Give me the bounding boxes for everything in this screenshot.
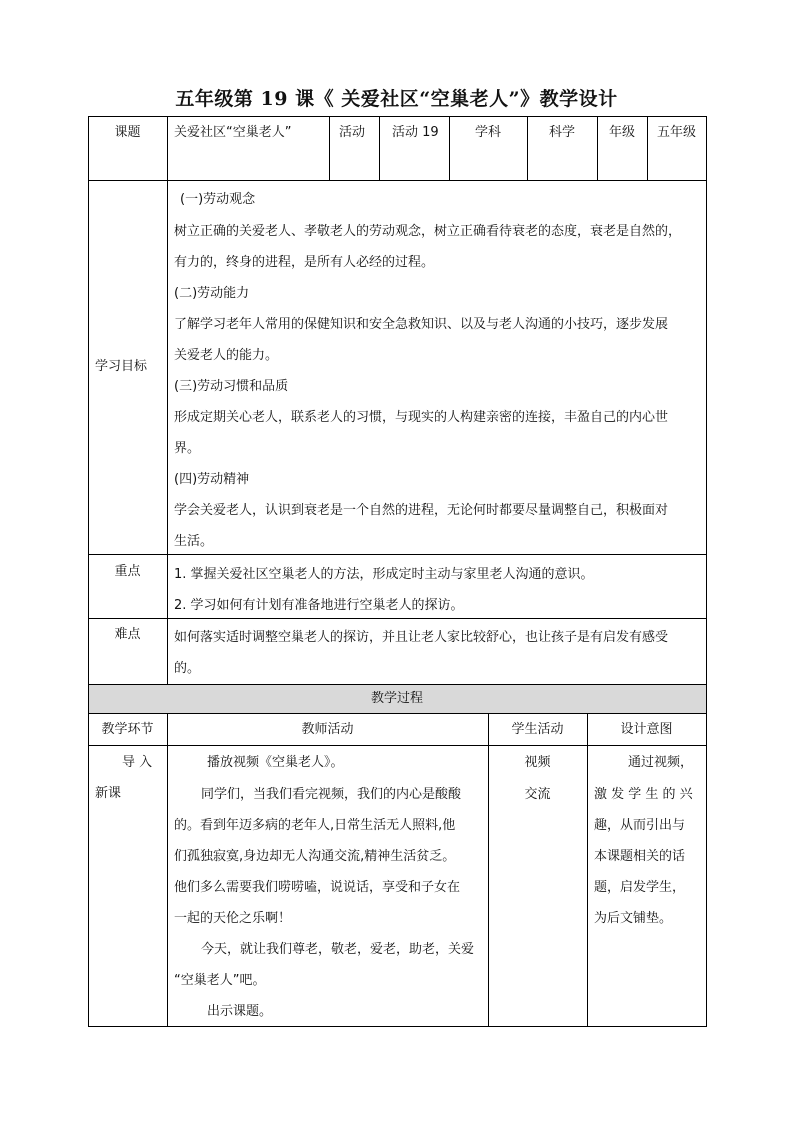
col-divider [167, 116, 168, 684]
student-line: 视频 [524, 755, 551, 770]
page-title: 五年级第 19 课《 关爱社区“空巢老人”》教学设计 [175, 88, 618, 110]
objective-line: (二)劳动能力 [174, 286, 250, 301]
objective-line: 有力的，终身的进程，是所有人必经的过程。 [174, 255, 435, 270]
grade-value: 五年级 [656, 125, 696, 140]
difficulty-line: 如何落实适时调整空巢老人的探访，并且让老人家比较舒心，也让孩子是有启发有感受 [174, 630, 669, 645]
teacher-line: 们孤独寂寞,身边却无人沟通交流,精神生活贫乏。 [174, 849, 456, 864]
keypoint-item: 1. 掌握关爱社区空巢老人的方法，形成定时主动与家里老人沟通的意识。 [174, 567, 594, 582]
objectives-label: 学习目标 [95, 359, 148, 374]
objective-line: 学会关爱老人，认识到衰老是一个自然的进程，无论何时都要尽量调整自己，积极面对 [174, 503, 669, 518]
grade-label: 年级 [608, 125, 635, 140]
intent-line: 通过视频， [628, 755, 694, 770]
objective-line: (三)劳动习惯和品质 [174, 379, 289, 394]
activity-value: 活动 19 [392, 125, 439, 140]
subject-label: 学科 [474, 125, 501, 140]
teacher-line: 一起的天伦之乐啊！ [174, 911, 292, 926]
teacher-line: 播放视频《空巢老人》。 [207, 755, 344, 770]
teacher-line: 出示课题。 [207, 1004, 273, 1019]
col-header-teacher: 教师活动 [301, 722, 354, 737]
row-divider [88, 180, 706, 181]
student-line: 交流 [524, 787, 551, 802]
col-divider [167, 713, 168, 1026]
teacher-line: 他们多么需要我们唠唠嗑，说说话，享受和子女在 [174, 880, 461, 895]
topic-label: 课题 [114, 125, 141, 140]
row-divider [88, 745, 706, 746]
row-divider [88, 618, 706, 619]
col-header-intent: 设计意图 [620, 722, 673, 737]
col-divider [329, 116, 330, 180]
row-divider [88, 684, 706, 685]
teacher-line: 同学们，当我们看完视频，我们的内心是酸酸 [201, 787, 462, 802]
difficulty-line: 的。 [174, 661, 201, 676]
objective-line: 树立正确的关爱老人、孝敬老人的劳动观念，树立正确看待衰老的态度，衰老是自然的， [174, 224, 682, 239]
teacher-line: “空巢老人”吧。 [174, 973, 266, 988]
table-border-top [88, 116, 706, 117]
intent-line: 为后文铺垫。 [594, 911, 673, 926]
teacher-line: 的。看到年迈多病的老年人,日常生活无人照料,他 [174, 818, 456, 833]
objective-line: 关爱老人的能力。 [174, 348, 279, 363]
stage-label-line1: 导 入 [122, 755, 153, 770]
col-header-stage: 教学环节 [101, 722, 154, 737]
row-divider [88, 554, 706, 555]
intent-line: 本课题相关的话 [594, 849, 686, 864]
intent-line: 题，启发学生， [594, 880, 686, 895]
keypoints-label: 重点 [114, 564, 141, 579]
intent-line: 激 发 学 生 的 兴 [594, 787, 693, 802]
objective-line: 生活。 [174, 534, 214, 549]
objective-line: (四)劳动精神 [174, 472, 250, 487]
objective-line: 形成定期关心老人，联系老人的习惯，与现实的人构建亲密的连接，丰盈自己的内心世 [174, 410, 669, 425]
objective-line: 界。 [174, 441, 201, 456]
activity-label: 活动 [339, 125, 366, 140]
subject-value: 科学 [548, 125, 575, 140]
teacher-line: 今天，就让我们尊老，敬老，爱老，助老，关爱 [201, 942, 475, 957]
col-divider [379, 116, 380, 180]
row-divider [88, 713, 706, 714]
table-border-bottom [88, 1026, 706, 1027]
difficulty-label: 难点 [114, 627, 141, 642]
col-header-student: 学生活动 [511, 722, 564, 737]
intent-line: 趣，从而引出与 [594, 818, 686, 833]
keypoint-item: 2. 学习如何有计划有准备地进行空巢老人的探访。 [174, 598, 464, 613]
process-heading: 教学过程 [370, 691, 423, 706]
col-divider [587, 713, 588, 1026]
objective-line: (一)劳动观念 [180, 192, 256, 207]
table-border-right [706, 116, 707, 1027]
topic-value: 关爱社区“空巢老人” [174, 125, 292, 140]
objective-line: 了解学习老年人常用的保健知识和安全急救知识、以及与老人沟通的小技巧，逐步发展 [174, 317, 669, 332]
stage-label-line2: 新课 [95, 786, 122, 801]
